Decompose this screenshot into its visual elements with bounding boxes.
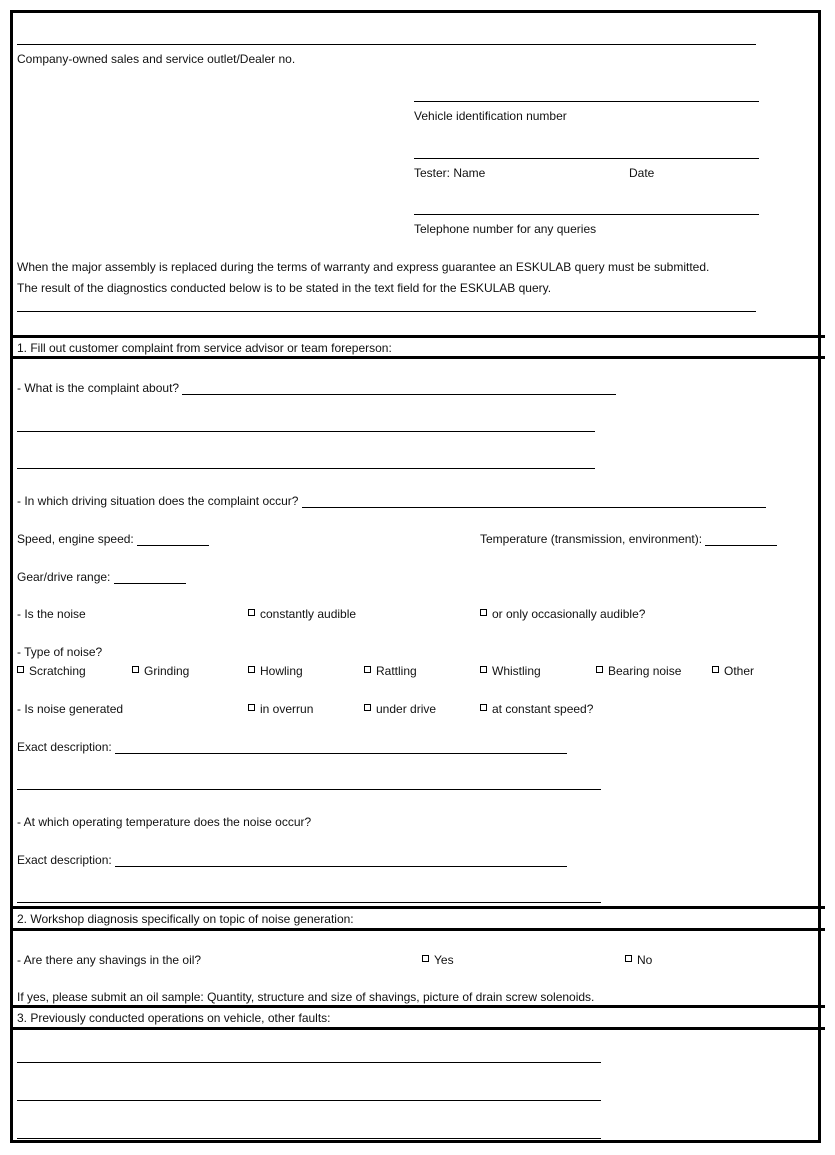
exact-description-field[interactable] bbox=[115, 742, 567, 754]
yes-label: Yes bbox=[434, 953, 454, 967]
tester-line[interactable] bbox=[414, 158, 759, 159]
no-label: No bbox=[637, 953, 653, 967]
complaint-question bbox=[17, 381, 616, 395]
shavings-yes[interactable] bbox=[422, 953, 454, 967]
noise-question: - Is the noise bbox=[17, 607, 86, 621]
dealer-label: Company-owned sales and service outlet/Dealer no. bbox=[17, 52, 296, 66]
gear-label: Gear/drive range: bbox=[17, 570, 111, 584]
checkbox-icon[interactable] bbox=[364, 704, 371, 711]
divider bbox=[10, 335, 825, 338]
checkbox-icon[interactable] bbox=[422, 955, 429, 962]
divider bbox=[10, 928, 825, 931]
telephone-label: Telephone number for any queries bbox=[414, 222, 597, 236]
checkbox-icon[interactable] bbox=[712, 666, 719, 673]
type-rattling[interactable] bbox=[364, 664, 417, 678]
operations-line-1[interactable] bbox=[17, 1062, 601, 1063]
operations-line-2[interactable] bbox=[17, 1100, 601, 1101]
type-bearing-noise[interactable] bbox=[596, 664, 681, 678]
type-label: Scratching bbox=[29, 664, 86, 678]
shavings-question: - Are there any shavings in the oil? bbox=[17, 953, 202, 967]
gen-label: under drive bbox=[376, 702, 437, 716]
checkbox-icon[interactable] bbox=[17, 666, 24, 673]
gen-label: in overrun bbox=[260, 702, 314, 716]
type-label: Other bbox=[724, 664, 755, 678]
type-label: Bearing noise bbox=[608, 664, 682, 678]
noise-option-label: or only occasionally audible? bbox=[492, 607, 646, 621]
exact-description-line-3[interactable] bbox=[17, 902, 601, 903]
gen-constant-speed[interactable] bbox=[480, 702, 593, 716]
exact-description-1 bbox=[17, 740, 567, 754]
eskulab-line[interactable] bbox=[17, 311, 756, 312]
date-label: Date bbox=[629, 166, 655, 180]
section2-title: 2. Workshop diagnosis specifically on topic of noise generation: bbox=[17, 912, 354, 926]
note-line-2: The result of the diagnostics conducted below is to be stated in the text field for the ESKULAB query. bbox=[17, 281, 552, 295]
section3-title: 3. Previously conducted operations on vehicle, other faults: bbox=[17, 1011, 331, 1025]
temperature-label: Temperature (transmission, environment): bbox=[480, 532, 703, 546]
checkbox-icon[interactable] bbox=[132, 666, 139, 673]
complaint-field[interactable] bbox=[182, 383, 616, 395]
speed-label: Speed, engine speed: bbox=[17, 532, 134, 546]
checkbox-icon[interactable] bbox=[480, 609, 487, 616]
operating-temp-question: - At which operating temperature does the noise occur? bbox=[17, 815, 312, 829]
checkbox-icon[interactable] bbox=[480, 704, 487, 711]
situation-question bbox=[17, 494, 766, 508]
checkbox-icon[interactable] bbox=[480, 666, 487, 673]
exact-description-line-2[interactable] bbox=[17, 789, 601, 790]
situation-field[interactable] bbox=[302, 496, 766, 508]
section1-title: 1. Fill out customer complaint from service advisor or team foreperson: bbox=[17, 341, 392, 355]
type-grinding[interactable] bbox=[132, 664, 189, 678]
note-line-1: When the major assembly is replaced during the terms of warranty and express guarantee an ESKULAB query must be submitted. bbox=[17, 260, 710, 274]
type-label: Grinding bbox=[144, 664, 190, 678]
temperature-row bbox=[480, 532, 777, 546]
operations-line-3[interactable] bbox=[17, 1138, 601, 1139]
checkbox-icon[interactable] bbox=[248, 704, 255, 711]
checkbox-icon[interactable] bbox=[248, 609, 255, 616]
divider bbox=[10, 1005, 825, 1008]
noise-option-constant[interactable] bbox=[248, 607, 356, 621]
gear-row bbox=[17, 570, 186, 584]
type-label: Howling bbox=[260, 664, 303, 678]
gear-field[interactable] bbox=[114, 572, 186, 584]
complaint-line-2[interactable] bbox=[17, 431, 595, 432]
gen-overrun[interactable] bbox=[248, 702, 313, 716]
speed-row bbox=[17, 532, 209, 546]
checkbox-icon[interactable] bbox=[248, 666, 255, 673]
shavings-no[interactable] bbox=[625, 953, 652, 967]
checkbox-icon[interactable] bbox=[625, 955, 632, 962]
checkbox-icon[interactable] bbox=[364, 666, 371, 673]
divider bbox=[10, 356, 825, 359]
exact-description-label: Exact description: bbox=[17, 740, 112, 754]
speed-field[interactable] bbox=[137, 534, 209, 546]
exact-description-2 bbox=[17, 853, 567, 867]
oil-sample-note: If yes, please submit an oil sample: Quantity, structure and size of shavings, picture of drain screw solenoids. bbox=[17, 990, 595, 1004]
vin-label: Vehicle identification number bbox=[414, 109, 567, 123]
gen-label: at constant speed? bbox=[492, 702, 594, 716]
noise-option-occasional[interactable] bbox=[480, 607, 645, 621]
type-whistling[interactable] bbox=[480, 664, 541, 678]
type-label: Whistling bbox=[492, 664, 541, 678]
complaint-line-3[interactable] bbox=[17, 468, 595, 469]
type-question: - Type of noise? bbox=[17, 645, 103, 659]
noise-option-label: constantly audible bbox=[260, 607, 357, 621]
type-label: Rattling bbox=[376, 664, 417, 678]
gen-under-drive[interactable] bbox=[364, 702, 436, 716]
situation-label: - In which driving situation does the complaint occur? bbox=[17, 494, 299, 508]
type-scratching[interactable] bbox=[17, 664, 86, 678]
type-howling[interactable] bbox=[248, 664, 303, 678]
checkbox-icon[interactable] bbox=[596, 666, 603, 673]
telephone-line[interactable] bbox=[414, 214, 759, 215]
exact-description-field[interactable] bbox=[115, 855, 567, 867]
divider bbox=[10, 906, 825, 909]
exact-description-label: Exact description: bbox=[17, 853, 112, 867]
temperature-field[interactable] bbox=[705, 534, 777, 546]
type-other[interactable] bbox=[712, 664, 754, 678]
dealer-line[interactable] bbox=[17, 44, 756, 45]
generated-question: - Is noise generated bbox=[17, 702, 124, 716]
divider bbox=[10, 1027, 825, 1030]
complaint-label: - What is the complaint about? bbox=[17, 381, 180, 395]
tester-name-label: Tester: Name bbox=[414, 166, 486, 180]
vin-line[interactable] bbox=[414, 101, 759, 102]
